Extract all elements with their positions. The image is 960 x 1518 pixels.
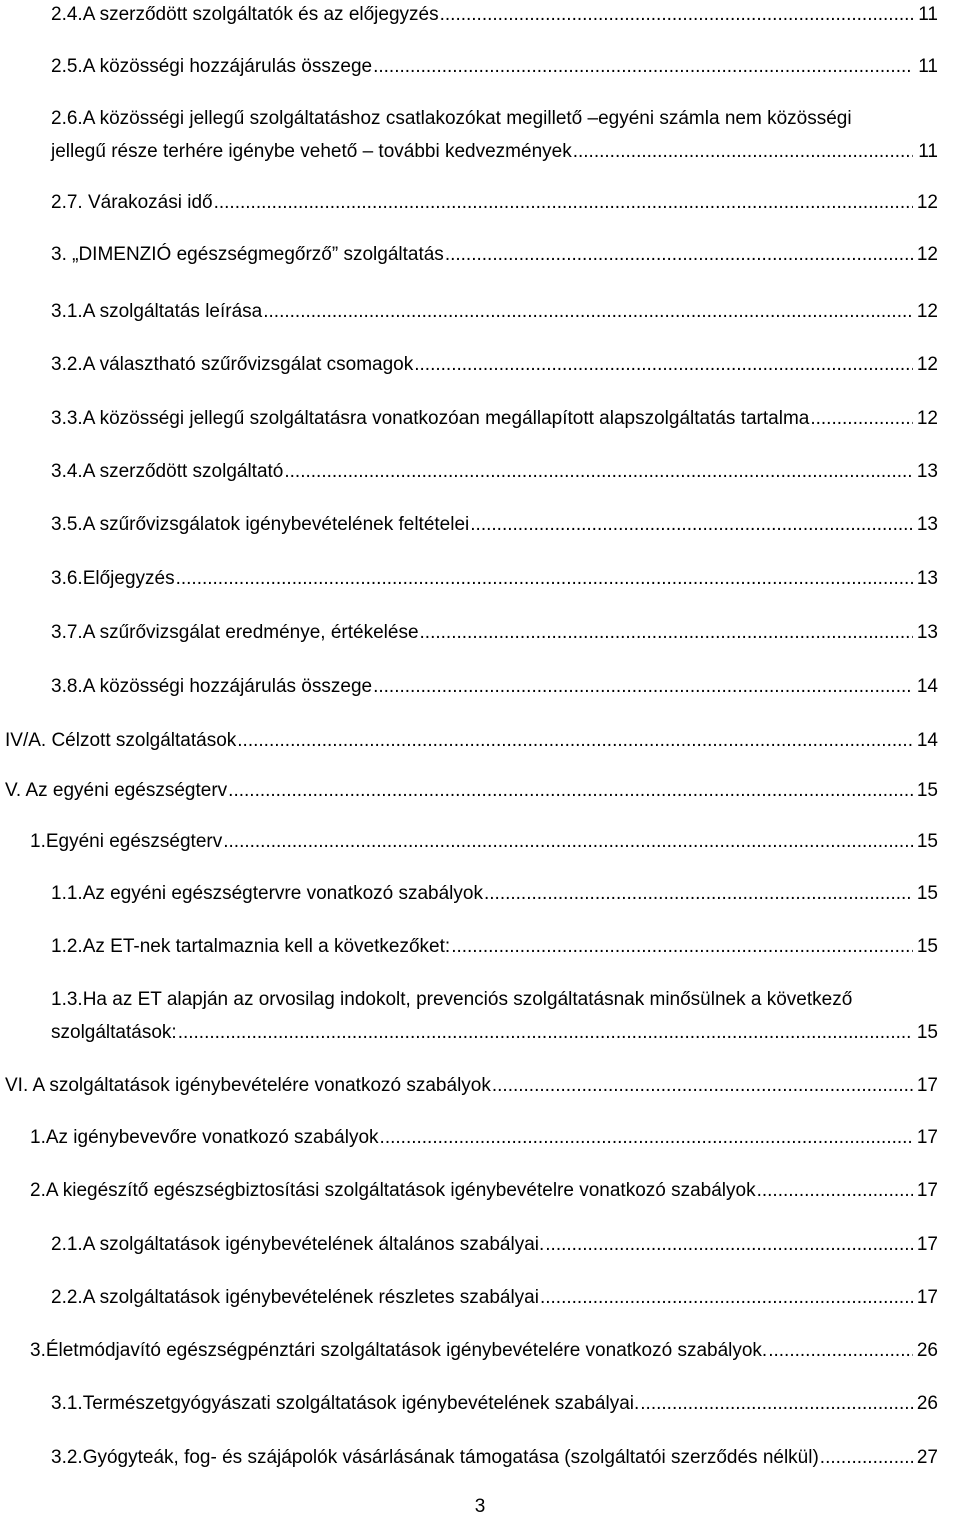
toc-entry-title: 3.2.A választható szűrővizsgálat csomagok <box>51 354 414 375</box>
leader-dots <box>545 1232 913 1258</box>
toc-entry-page: 14 <box>916 730 938 751</box>
toc-entry-title: IV/A. Célzott szolgáltatások <box>5 730 237 751</box>
toc-entry-title: 3.5.A szűrővizsgálatok igénybevételének feltételei <box>51 514 470 535</box>
leader-dots <box>757 1178 913 1204</box>
toc-entry-page: 15 <box>916 936 938 957</box>
leader-dots <box>470 512 913 538</box>
leader-dots <box>223 829 913 855</box>
toc-entry-title: 1.Az igénybevevőre vonatkozó szabályok <box>30 1127 379 1148</box>
toc-entry-page: 12 <box>916 354 938 375</box>
toc-entry-title: 1.Egyéni egészségterv <box>30 831 223 852</box>
toc-entry-page: 27 <box>916 1447 938 1468</box>
toc-entry-page: 15 <box>916 831 938 852</box>
toc-entry-page: 15 <box>916 780 938 801</box>
toc-entry-page: 17 <box>916 1234 938 1255</box>
toc-entry-page: 11 <box>918 4 938 25</box>
leader-dots <box>573 139 913 165</box>
toc-entry-title: jellegű része terhére igénybe vehető – további kedvezmények <box>51 141 572 162</box>
toc-entry-title: 3.7.A szűrővizsgálat eredménye, értékelése <box>51 622 419 643</box>
toc-entry-page: 14 <box>916 676 938 697</box>
toc-entry-title: 3.1.A szolgáltatás leírása <box>51 301 263 322</box>
toc-entry-page: 12 <box>916 408 938 429</box>
leader-dots <box>492 1073 913 1099</box>
toc-entry-page: 17 <box>916 1287 938 1308</box>
leader-dots <box>768 1338 913 1364</box>
leader-dots <box>420 620 913 646</box>
toc-entry-title: 2.A kiegészítő egészségbiztosítási szolgáltatások igénybevételre vonatkozó szabályok <box>30 1180 756 1201</box>
toc-entry-page: 13 <box>916 568 938 589</box>
leader-dots <box>540 1285 913 1311</box>
toc-entry-page: 12 <box>916 244 938 265</box>
toc-entry-title: 3. „DIMENZIÓ egészségmegőrző” szolgáltatás <box>51 244 444 265</box>
toc-entry-title: 3.Életmódjavító egészségpénztári szolgáltatások igénybevételére vonatkozó szabályok. <box>30 1340 768 1361</box>
toc-entry-title: 3.3.A közösségi jellegű szolgáltatásra vonatkozóan megállapított alapszolgáltatás tartalma <box>51 408 810 429</box>
toc-entry-title: 2.1.A szolgáltatások igénybevételének általános szabályai. <box>51 1234 545 1255</box>
toc-entry-page: 13 <box>916 622 938 643</box>
leader-dots <box>228 778 913 804</box>
toc-entry-page: 12 <box>916 301 938 322</box>
toc-entry-title-line1: 1.3.Ha az ET alapján az orvosilag indokolt, prevenciós szolgáltatásnak minősülnek a következő <box>51 989 853 1010</box>
toc-entry-title: 3.1.Természetgyógyászati szolgáltatások igénybevételének szabályai. <box>51 1393 640 1414</box>
leader-dots <box>214 190 913 216</box>
leader-dots <box>380 1125 913 1151</box>
leader-dots <box>284 459 913 485</box>
leader-dots <box>263 299 913 325</box>
leader-dots <box>810 406 913 432</box>
toc-entry-title: 2.2.A szolgáltatások igénybevételének részletes szabályai <box>51 1287 539 1308</box>
leader-dots <box>440 2 913 28</box>
leader-dots <box>484 881 913 907</box>
toc-entry-page: 13 <box>916 461 938 482</box>
toc-entry-title: 2.5.A közösségi hozzájárulás összege <box>51 56 373 77</box>
toc-entry-page: 17 <box>916 1180 938 1201</box>
toc-entry-page: 17 <box>916 1127 938 1148</box>
toc-entry-page: 26 <box>916 1340 938 1361</box>
toc-entry-page: 26 <box>916 1393 938 1414</box>
leader-dots <box>373 674 913 700</box>
toc-entry-title: 3.4.A szerződött szolgáltató <box>51 461 284 482</box>
toc-entry-title: V. Az egyéni egészségterv <box>5 780 228 801</box>
leader-dots <box>178 1020 913 1046</box>
toc-entry-page: 11 <box>918 141 938 162</box>
toc-entry-title: 3.6.Előjegyzés <box>51 568 175 589</box>
toc-entry-title: 1.1.Az egyéni egészségtervre vonatkozó szabályok <box>51 883 483 904</box>
toc-entry-title-line1: 2.6.A közösségi jellegű szolgáltatáshoz csatlakozókat megillető –egyéni számla nem közösségi <box>51 108 852 129</box>
leader-dots <box>445 242 913 268</box>
toc-entry-title: 1.2.Az ET-nek tartalmaznia kell a következőket: <box>51 936 451 957</box>
leader-dots <box>176 566 913 592</box>
toc-entry-title: VI. A szolgáltatások igénybevételére vonatkozó szabályok <box>5 1075 491 1096</box>
toc-entry-page: 15 <box>916 883 938 904</box>
toc-entry-title: 3.8.A közösségi hozzájárulás összege <box>51 676 373 697</box>
page-number: 3 <box>474 1496 486 1517</box>
leader-dots <box>820 1445 913 1471</box>
leader-dots <box>237 728 913 754</box>
toc-entry-page: 17 <box>916 1075 938 1096</box>
toc-entry-page: 11 <box>918 56 938 77</box>
toc-entry-title: 2.7. Várakozási idő <box>51 192 213 213</box>
leader-dots <box>414 352 913 378</box>
toc-entry-page: 12 <box>916 192 938 213</box>
toc-entry-title: szolgáltatások: <box>51 1022 177 1043</box>
toc-entry-page: 15 <box>916 1022 938 1043</box>
toc-entry-title: 3.2.Gyógyteák, fog- és szájápolók vásárlásának támogatása (szolgáltatói szerződés nélkül) <box>51 1447 819 1468</box>
toc-entry-title: 2.4.A szerződött szolgáltatók és az előjegyzés <box>51 4 439 25</box>
leader-dots <box>451 934 913 960</box>
toc-entry-page: 13 <box>916 514 938 535</box>
leader-dots <box>640 1391 913 1417</box>
leader-dots <box>373 54 913 80</box>
